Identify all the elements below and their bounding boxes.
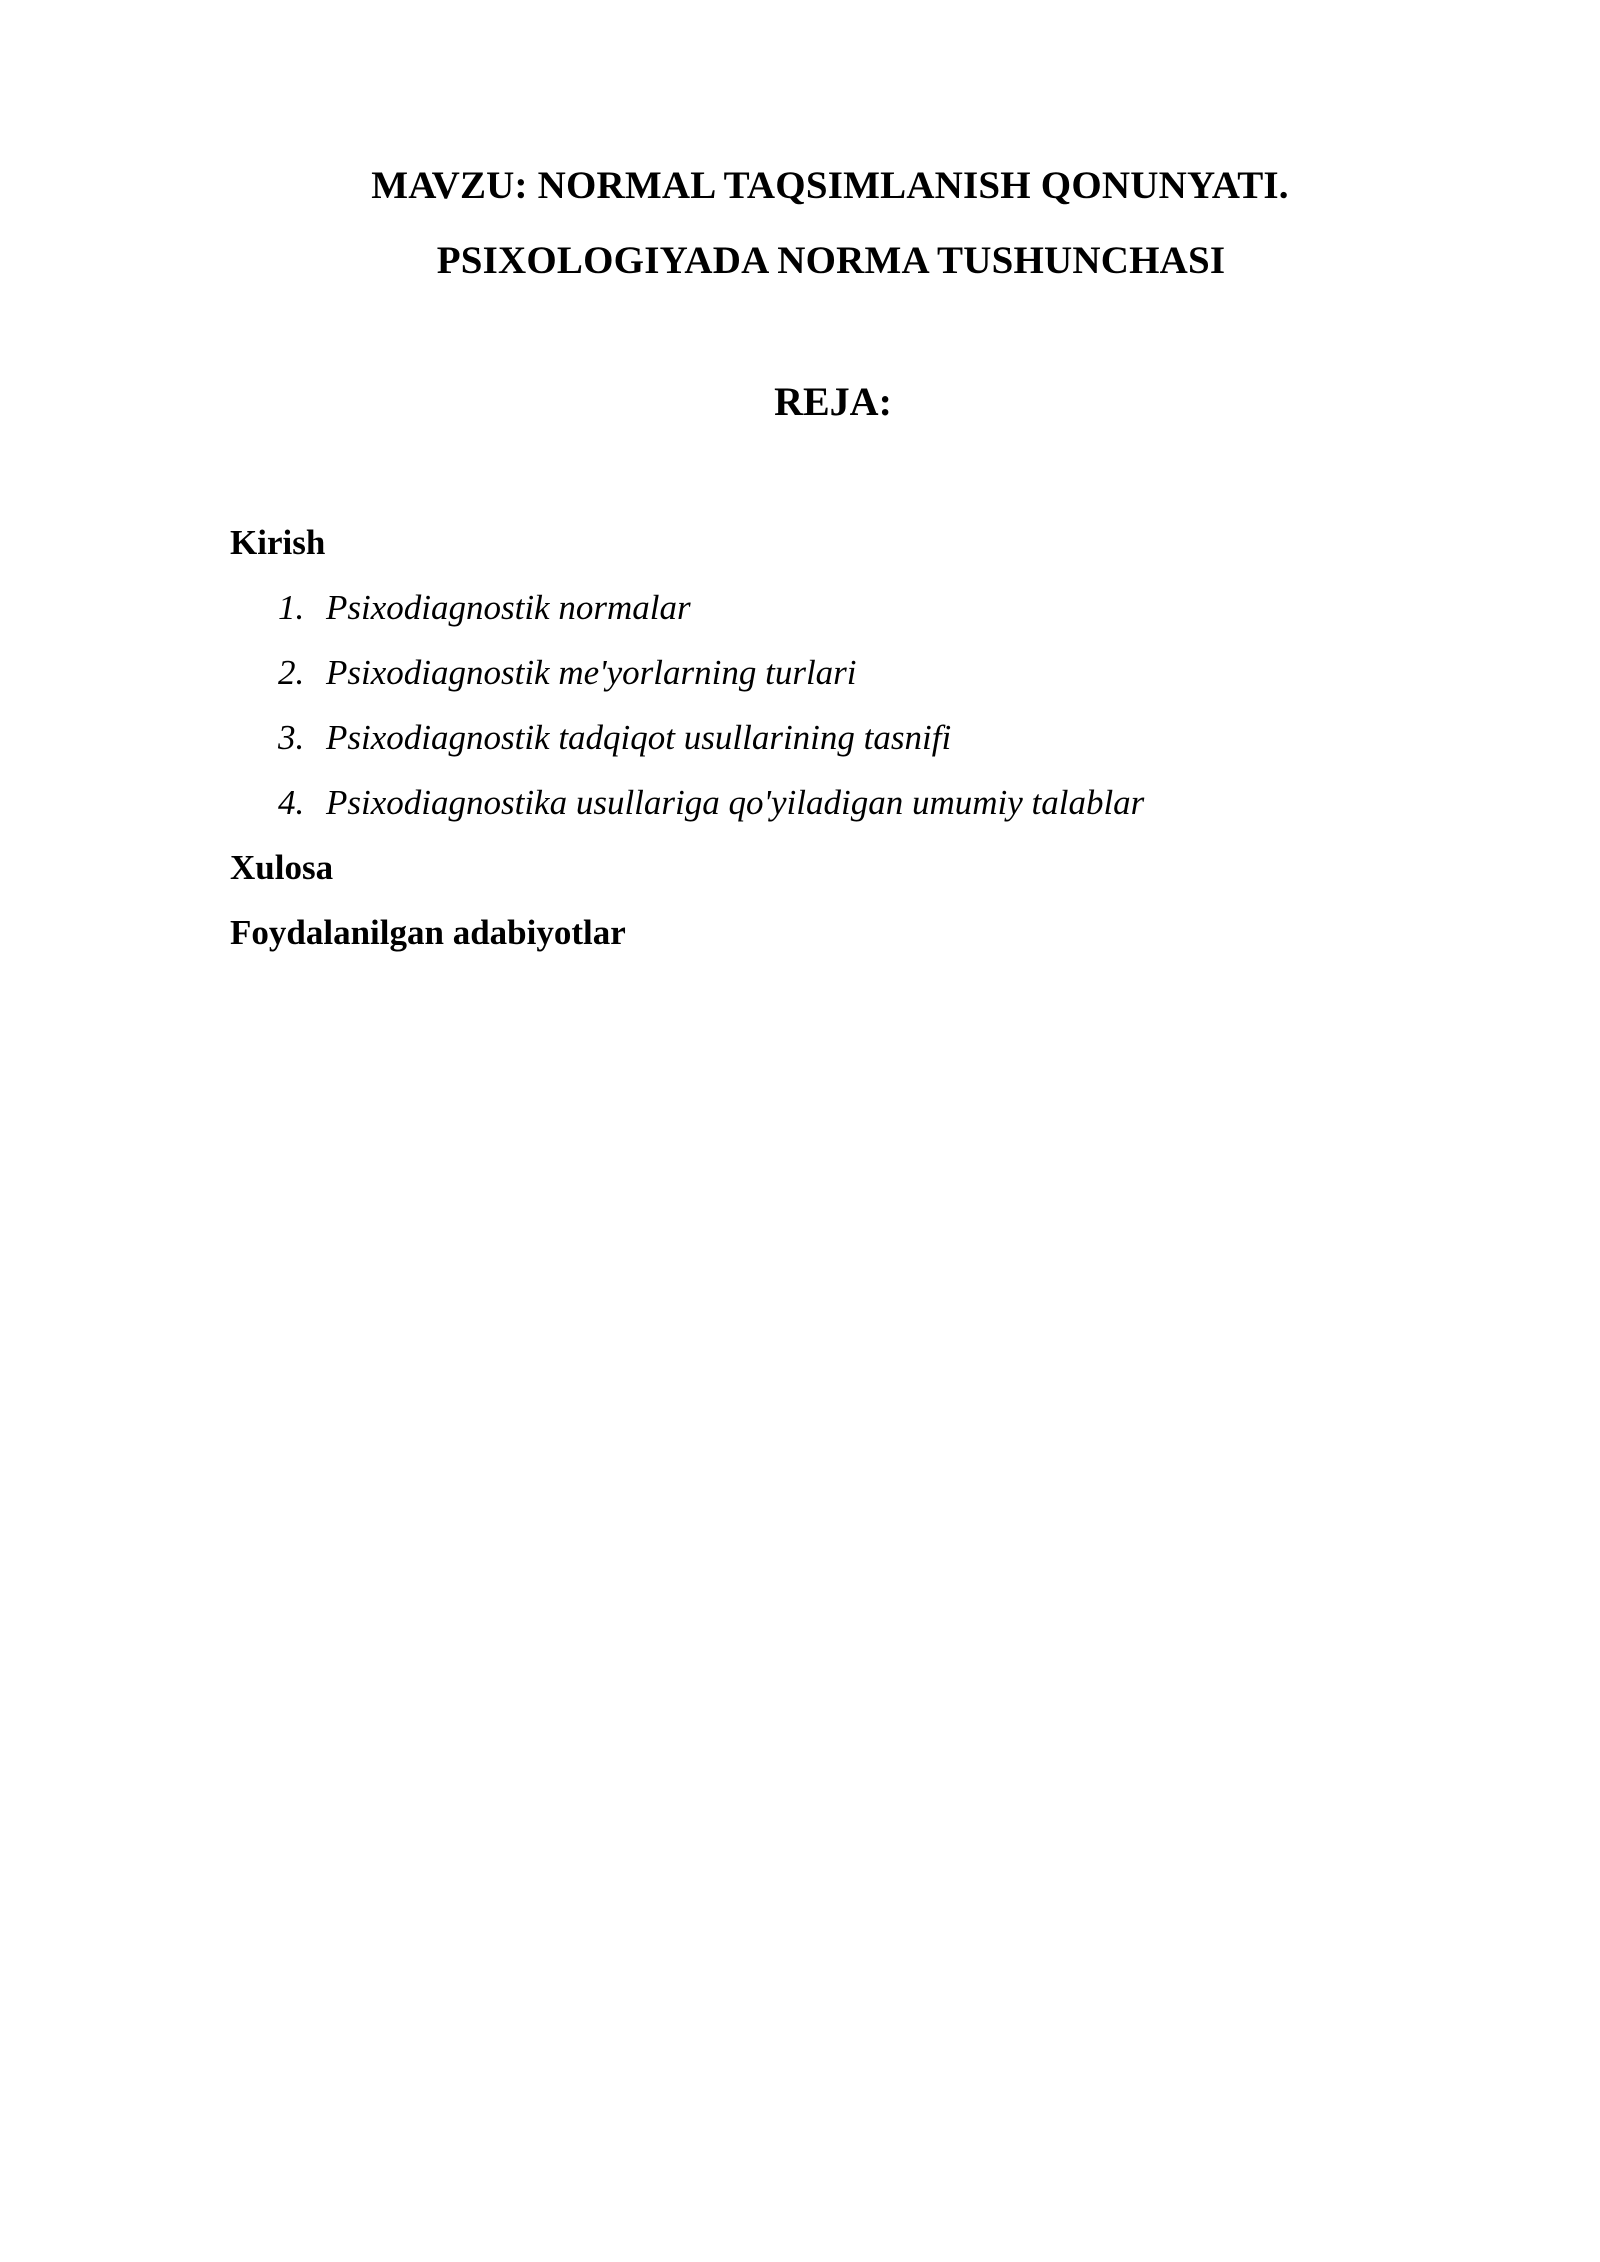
plan-list <box>230 575 1430 835</box>
list-item <box>230 770 1430 835</box>
list-item <box>230 575 1430 640</box>
list-item <box>230 705 1430 770</box>
list-item-number: 3. <box>278 718 305 757</box>
list-item-text: Psixodiagnostik tadqiqot usullarining tasnifi <box>326 718 952 757</box>
document-title <box>0 148 1600 298</box>
list-item-text: Psixodiagnostika usullariga qo'yiladigan umumiy talablar <box>326 783 1145 822</box>
intro-heading: Kirish <box>230 523 326 562</box>
list-item-text: Psixodiagnostik me'yorlarning turlari <box>326 653 857 692</box>
list-item-text: Psixodiagnostik normalar <box>326 588 691 627</box>
list-item <box>230 640 1430 705</box>
references-heading: Foydalanilgan adabiyotlar <box>230 913 626 952</box>
title-line-2: PSIXOLOGIYADA NORMA TUSHUNCHASI <box>436 239 1226 282</box>
title-line-1: MAVZU: NORMAL TAQSIMLANISH QONUNYATI. <box>371 164 1289 207</box>
plan-outline <box>230 510 1430 965</box>
list-item-number: 4. <box>278 783 305 822</box>
list-item-number: 2. <box>278 653 305 692</box>
conclusion-heading: Xulosa <box>230 848 334 887</box>
list-item-number: 1. <box>278 588 305 627</box>
plan-heading: REJA: <box>774 379 892 424</box>
